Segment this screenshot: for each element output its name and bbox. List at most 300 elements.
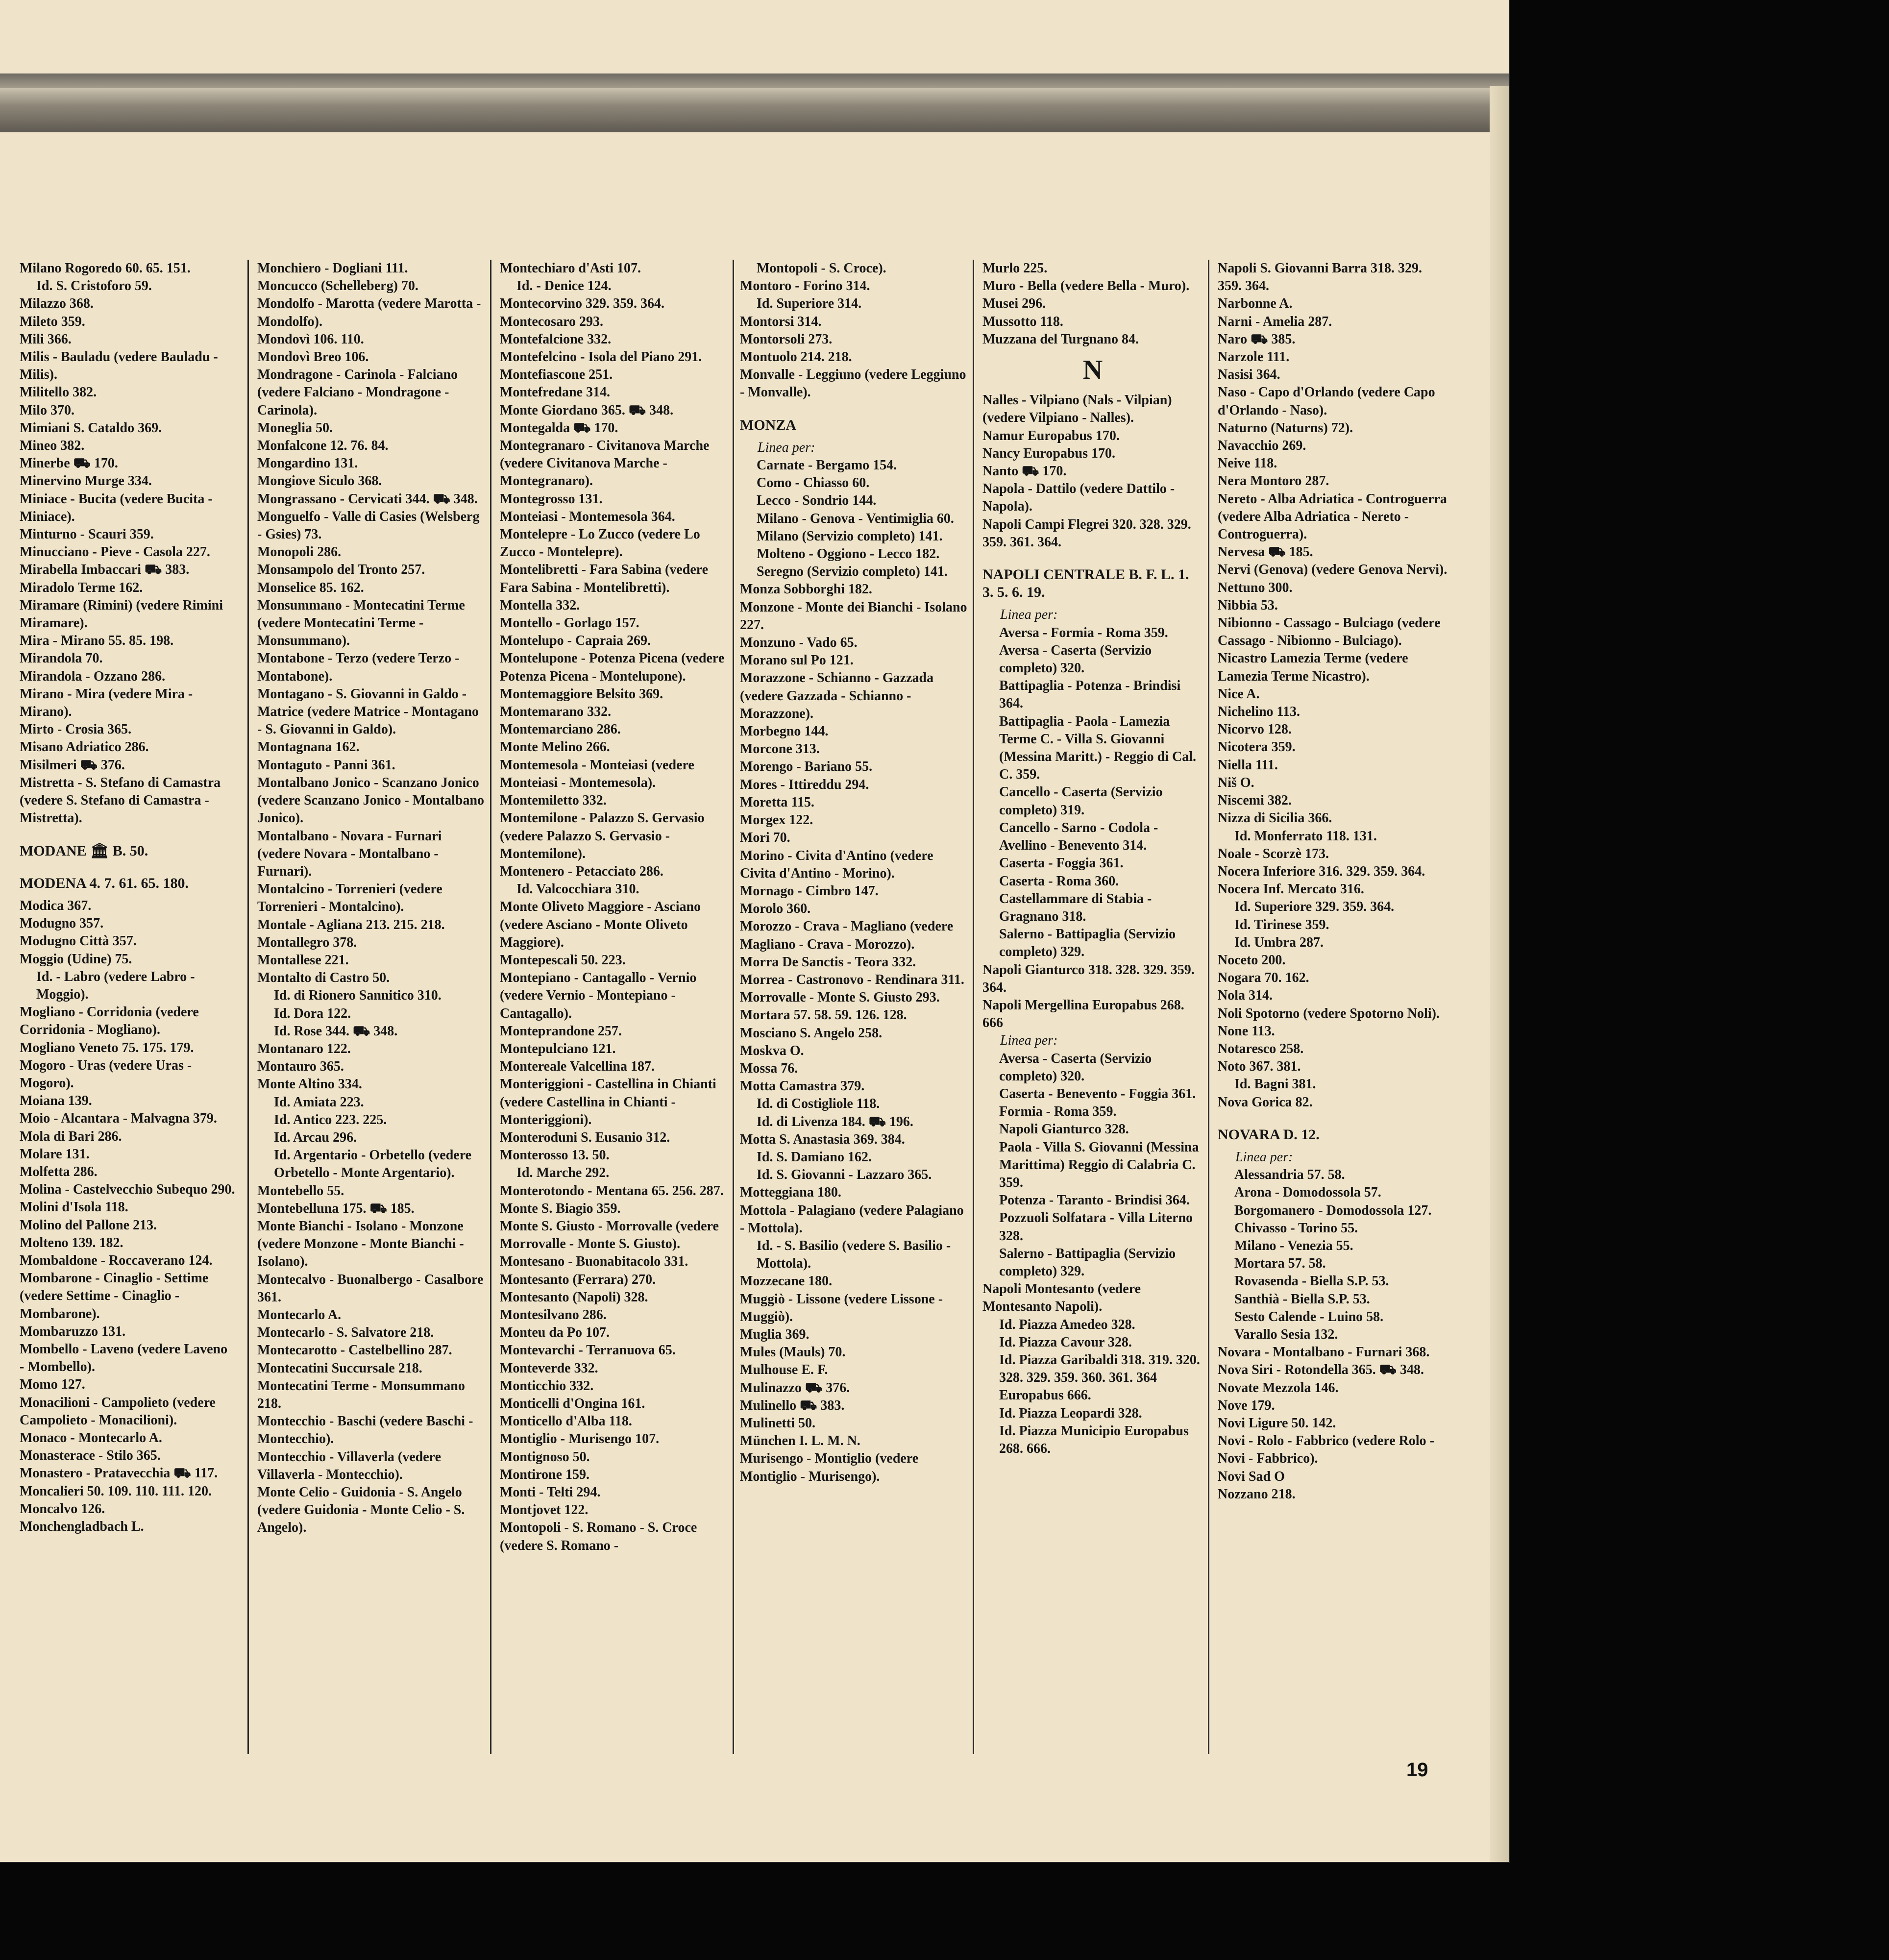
index-entry: Nichelino 113.: [1218, 704, 1300, 720]
index-entry: Minerbe ⛟ 170.: [20, 456, 118, 471]
index-entry: Montale - Agliana 213. 215. 218.: [257, 917, 445, 932]
index-entry: Id. S. Giovanni - Lazzaro 365.: [757, 1167, 932, 1183]
index-column-4: [740, 260, 970, 1486]
index-entry: Murlo 225.: [982, 261, 1048, 276]
index-entry: Mottola - Palagiano (vedere Palagiano - Mottola).: [740, 1202, 964, 1236]
index-entry: Navacchio 269.: [1218, 438, 1306, 454]
index-entry: Lecco - Sondrio 144.: [757, 493, 877, 509]
index-entry: Montemarciano 286.: [500, 722, 621, 737]
index-entry: Moiana 139.: [20, 1093, 92, 1109]
index-entry: Id. Arcau 296.: [274, 1129, 357, 1145]
index-entry: Morengo - Bariano 55.: [740, 759, 873, 775]
section-heading: NOVARA D. 12.: [1218, 1126, 1320, 1143]
index-entry: Nocera Inferiore 316. 329. 359. 364.: [1218, 863, 1425, 879]
index-entry: Id. Piazza Cavour 328.: [999, 1334, 1132, 1350]
index-entry: Formia - Roma 359.: [999, 1104, 1117, 1120]
index-entry: Monza Sobborghi 182.: [740, 582, 872, 597]
index-entry: Montemesola - Monteiasi (vedere Monteiasi - Montemesola).: [500, 757, 694, 790]
index-entry: Nizza di Sicilia 366.: [1218, 810, 1332, 826]
index-entry: Motta Camastra 379.: [740, 1078, 865, 1094]
index-entry: Mori 70.: [740, 830, 790, 846]
index-entry: Mombaruzzo 131.: [20, 1323, 126, 1339]
index-entry: Mondolfo - Marotta (vedere Marotta - Mondolfo).: [257, 296, 481, 329]
index-entry: Montegrosso 131.: [500, 491, 603, 507]
index-entry: Morbegno 144.: [740, 724, 829, 739]
index-content: [0, 260, 1470, 1828]
index-entry: Napoli S. Giovanni Barra 318. 329. 359. 364.: [1218, 261, 1422, 294]
index-entry: Mira - Mirano 55. 85. 198.: [20, 633, 174, 649]
index-entry: Morcone 313.: [740, 741, 820, 757]
index-entry: Morano sul Po 121.: [740, 653, 854, 668]
index-entry: Moio - Alcantara - Malvagna 379.: [20, 1111, 217, 1127]
index-entry: Montella 332.: [500, 597, 580, 613]
index-entry: Mongiove Siculo 368.: [257, 473, 382, 489]
index-entry: Mogoro - Uras (vedere Uras - Mogoro).: [20, 1057, 192, 1091]
index-entry: Napola - Dattilo (vedere Dattilo - Napola).: [982, 481, 1175, 514]
index-entry: Monchengladbach L.: [20, 1519, 144, 1535]
index-column-3: [500, 260, 728, 1555]
index-entry: Montefiascone 251.: [500, 367, 613, 383]
section-heading: MONZA: [740, 416, 796, 433]
index-entry: Nervesa ⛟ 185.: [1218, 544, 1313, 560]
index-entry: Mogliano Veneto 75. 175. 179.: [20, 1040, 194, 1055]
index-entry: Milano Rogoredo 60. 65. 151.: [20, 261, 191, 276]
index-entry: Montefelcino - Isola del Piano 291.: [500, 349, 702, 365]
index-entry: Montalbano - Novara - Furnari (vedere Novara - Montalbano - Furnari).: [257, 828, 442, 879]
index-column-5: [982, 260, 1203, 1458]
index-entry: Naturno (Naturns) 72).: [1218, 420, 1353, 436]
index-entry: Id. Valcocchiara 310.: [516, 882, 639, 897]
index-entry: Montignoso 50.: [500, 1449, 590, 1465]
line-label: Linea per:: [1000, 1033, 1058, 1049]
index-entry: Montagano - S. Giovanni in Galdo - Matrice (vedere Matrice - Montagano - S. Giovanni in Galdo).: [257, 686, 479, 737]
index-entry: Nera Montoro 287.: [1218, 473, 1329, 489]
index-entry: Battipaglia - Potenza - Brindisi 364.: [999, 678, 1181, 711]
index-entry: Molare 131.: [20, 1146, 90, 1162]
index-entry: Pozzuoli Solfatara - Villa Literno 328.: [999, 1210, 1193, 1244]
index-entry: Alessandria 57. 58.: [1234, 1167, 1345, 1183]
index-entry: Id. Bagni 381.: [1234, 1077, 1316, 1092]
line-label: Linea per:: [1235, 1149, 1293, 1165]
index-entry: Montauro 365.: [257, 1059, 344, 1075]
index-entry: Montjovet 122.: [500, 1502, 589, 1518]
index-entry: Nogara 70. 162.: [1218, 970, 1309, 986]
line-label: Linea per:: [758, 440, 815, 455]
index-entry: Montegranaro - Civitanova Marche (vedere Civitanova Marche - Montegranaro).: [500, 438, 710, 489]
index-entry: Milano - Venezia 55.: [1234, 1238, 1353, 1253]
index-entry: Monte Oliveto Maggiore - Asciano (vedere Asciano - Monte Oliveto Maggiore).: [500, 899, 701, 950]
index-entry: Montemilone - Palazzo S. Gervasio (vedere Palazzo S. Gervasio - Montemilone).: [500, 810, 705, 861]
index-entry: Santhià - Biella S.P. 53.: [1234, 1291, 1370, 1307]
index-entry: Napoli Campi Flegrei 320. 328. 329. 359. 361. 364.: [982, 516, 1191, 550]
index-entry: Monvalle - Leggiuno (vedere Leggiuno - Monvalle).: [740, 367, 966, 400]
index-entry: Mossa 76.: [740, 1060, 798, 1076]
index-entry: Monsampolo del Tronto 257.: [257, 562, 425, 578]
index-entry: Momo 127.: [20, 1377, 85, 1393]
index-entry: Aversa - Formia - Roma 359.: [999, 625, 1168, 640]
index-entry: Salerno - Battipaglia (Servizio completo) 329.: [999, 927, 1176, 960]
index-entry: Morolo 360.: [740, 901, 811, 917]
index-entry: Montallese 221.: [257, 952, 349, 968]
index-entry: Id. Superiore 329. 359. 364.: [1234, 899, 1395, 915]
index-entry: Id. Antico 223. 225.: [274, 1112, 387, 1127]
index-entry: Salerno - Battipaglia (Servizio completo) 329.: [999, 1246, 1176, 1279]
index-entry: Montecatini Terme - Monsummano 218.: [257, 1378, 465, 1411]
index-entry: Narzole 111.: [1218, 349, 1290, 365]
index-entry: Nervi (Genova) (vedere Genova Nervi).: [1218, 562, 1447, 578]
index-entry: Molteno 139. 182.: [20, 1235, 123, 1250]
page-right-edge: [1490, 86, 1509, 1862]
index-entry: Nice A.: [1218, 686, 1260, 702]
index-entry: Id. - Labro (vedere Labro - Moggio).: [36, 969, 195, 1002]
index-entry: Mongrassano - Cervicati 344. ⛟ 348.: [257, 491, 478, 507]
index-entry: Motteggiana 180.: [740, 1185, 841, 1200]
index-entry: Montecalvo - Buonalbergo - Casalbore 361.: [257, 1272, 484, 1305]
index-entry: Musei 296.: [982, 296, 1046, 312]
index-entry: Id. S. Cristoforo 59.: [36, 278, 152, 294]
index-entry: Rovasenda - Biella S.P. 53.: [1234, 1274, 1389, 1289]
index-entry: Mulinazzo ⛟ 376.: [740, 1380, 850, 1396]
index-entry: Chivasso - Torino 55.: [1234, 1220, 1358, 1236]
index-entry: Molino del Pallone 213.: [20, 1217, 157, 1233]
index-entry: Montesano - Buonabitacolo 331.: [500, 1254, 688, 1270]
index-entry: Murisengo - Montiglio (vedere Montiglio - Murisengo).: [740, 1451, 919, 1484]
index-entry: Morgex 122.: [740, 812, 813, 828]
index-entry: Monticelli d'Ongina 161.: [500, 1396, 645, 1411]
index-entry: Mozzecane 180.: [740, 1274, 833, 1289]
index-entry: Mirto - Crosia 365.: [20, 722, 132, 737]
index-entry: Niella 111.: [1218, 757, 1278, 773]
page-number: 19: [1406, 1759, 1428, 1781]
index-entry: Montelupo - Capraia 269.: [500, 633, 651, 649]
index-entry: Monteiasi - Montemesola 364.: [500, 509, 675, 524]
index-entry: Moggio (Udine) 75.: [20, 951, 132, 967]
index-entry: Montopoli - S. Croce).: [757, 261, 886, 276]
index-entry: Milis - Bauladu (vedere Bauladu - Milis).: [20, 349, 218, 383]
index-entry: Novi Ligure 50. 142.: [1218, 1416, 1336, 1431]
index-entry: Novi Sad O: [1218, 1469, 1285, 1484]
index-entry: Nove 179.: [1218, 1397, 1275, 1413]
index-entry: Montebelluna 175. ⛟ 185.: [257, 1200, 415, 1216]
index-entry: Misilmeri ⛟ 376.: [20, 757, 125, 773]
index-entry: Montuolo 214. 218.: [740, 349, 852, 365]
index-entry: Monti - Telti 294.: [500, 1485, 601, 1500]
index-entry: Montecarlo - S. Salvatore 218.: [257, 1325, 434, 1341]
index-entry: Montirone 159.: [500, 1467, 590, 1482]
index-entry: Molina - Castelvecchio Subequo 290.: [20, 1182, 235, 1198]
index-entry: Molini d'Isola 118.: [20, 1200, 128, 1215]
index-entry: Motta S. Anastasia 369. 384.: [740, 1131, 905, 1147]
index-entry: Carnate - Bergamo 154.: [757, 458, 897, 473]
index-entry: Nalles - Vilpiano (Nals - Vilpian) (vedere Vilpiano - Nalles).: [982, 392, 1172, 426]
index-entry: Monastero - Pratavecchia ⛟ 117.: [20, 1466, 218, 1481]
index-entry: Miradolo Terme 162.: [20, 580, 143, 595]
index-entry: Milazzo 368.: [20, 296, 94, 312]
index-entry: Varallo Sesia 132.: [1234, 1326, 1338, 1342]
index-entry: Mulinetti 50.: [740, 1416, 815, 1431]
index-entry: Mineo 382.: [20, 438, 85, 454]
index-entry: Muro - Bella (vedere Bella - Muro).: [982, 278, 1190, 294]
index-entry: Nicotera 359.: [1218, 739, 1296, 755]
index-entry: Montegalda ⛟ 170.: [500, 420, 618, 436]
index-entry: Monte S. Giusto - Morrovalle (vedere Morrovalle - Monte S. Giusto).: [500, 1218, 719, 1252]
index-entry: Mornago - Cimbro 147.: [740, 883, 879, 899]
index-entry: Moncalvo 126.: [20, 1501, 105, 1517]
index-entry: Mulinello ⛟ 383.: [740, 1397, 845, 1413]
index-entry: Modugno 357.: [20, 916, 104, 931]
index-entry: Montesanto (Ferrara) 270.: [500, 1272, 656, 1287]
index-entry: Morra De Sanctis - Teora 332.: [740, 954, 916, 970]
index-entry: Mombaldone - Roccaverano 124.: [20, 1252, 213, 1268]
index-entry: Id. Piazza Leopardi 328.: [999, 1405, 1142, 1421]
index-entry: Montebello 55.: [257, 1183, 344, 1199]
index-entry: Monteriggioni - Castellina in Chianti (vedere Castellina in Chianti - Monteriggioni).: [500, 1077, 716, 1127]
index-entry: Montelupone - Potenza Picena (vedere Potenza Picena - Montelupone).: [500, 651, 725, 684]
index-entry: Aversa - Caserta (Servizio completo) 320.: [999, 1051, 1152, 1084]
index-entry: Morrovalle - Monte S. Giusto 293.: [740, 990, 940, 1005]
index-entry: Castellammare di Stabia - Gragnano 318.: [999, 891, 1152, 924]
index-entry: Nova Gorica 82.: [1218, 1094, 1313, 1110]
index-entry: Mussotto 118.: [982, 314, 1063, 329]
index-entry: Caserta - Benevento - Foggia 361.: [999, 1086, 1196, 1102]
index-entry: Mongardino 131.: [257, 456, 358, 471]
index-entry: Moretta 115.: [740, 794, 814, 810]
index-entry: Mombarone - Cinaglio - Settime (vedere Settime - Cinaglio - Mombarone).: [20, 1271, 209, 1322]
index-entry: Mistretta - S. Stefano di Camastra (vedere S. Stefano di Camastra - Mistretta).: [20, 775, 221, 826]
index-entry: Noale - Scorzè 173.: [1218, 846, 1329, 861]
column-divider: [247, 260, 249, 1754]
index-entry: Minervino Murge 334.: [20, 473, 152, 489]
index-entry: Id. Dora 122.: [274, 1005, 351, 1021]
index-entry: Muzzana del Turgnano 84.: [982, 331, 1139, 347]
page-stack-edge: [0, 88, 1509, 132]
index-entry: Mosciano S. Angelo 258.: [740, 1025, 883, 1041]
index-entry: Monterotondo - Mentana 65. 256. 287.: [500, 1183, 724, 1199]
index-entry: Naro ⛟ 385.: [1218, 331, 1296, 347]
index-entry: Milo 370.: [20, 402, 74, 418]
index-entry: Noto 367. 381.: [1218, 1059, 1301, 1075]
index-entry: Mombello - Laveno (vedere Laveno - Mombello).: [20, 1341, 228, 1375]
index-entry: Montesilvano 286.: [500, 1307, 607, 1323]
index-entry: Montorsoli 273.: [740, 331, 833, 347]
index-entry: Miramare (Rimini) (vedere Rimini Miramare).: [20, 597, 223, 631]
index-entry: Montalbano Jonico - Scanzano Jonico (vedere Scanzano Jonico - Montalbano Jonico).: [257, 775, 485, 826]
index-entry: Novate Mezzola 146.: [1218, 1380, 1339, 1396]
index-entry: Potenza - Taranto - Brindisi 364.: [999, 1193, 1190, 1208]
index-entry: Montepulciano 121.: [500, 1041, 616, 1056]
index-entry: Nocera Inf. Mercato 316.: [1218, 882, 1364, 897]
index-entry: Mileto 359.: [20, 314, 85, 329]
index-entry: Narni - Amelia 287.: [1218, 314, 1332, 329]
index-entry: Noli Spotorno (vedere Spotorno Noli).: [1218, 1005, 1440, 1021]
index-entry: Id. S. Damiano 162.: [757, 1149, 872, 1165]
index-entry: Naso - Capo d'Orlando (vedere Capo d'Orlando - Naso).: [1218, 385, 1435, 418]
index-entry: Nibionno - Cassago - Bulciago (vedere Cassago - Nibionno - Bulciago).: [1218, 615, 1441, 649]
index-entry: Modica 367.: [20, 898, 92, 913]
index-entry: Mores - Ittireddu 294.: [740, 777, 869, 792]
index-entry: Montoro - Forino 314.: [740, 278, 870, 294]
index-entry: Nibbia 53.: [1218, 597, 1278, 613]
index-entry: Milano - Genova - Ventimiglia 60.: [757, 511, 954, 526]
index-entry: Notaresco 258.: [1218, 1041, 1304, 1056]
index-entry: Montecatini Succursale 218.: [257, 1360, 422, 1376]
index-entry: Monacilioni - Campolieto (vedere Campolieto - Monacilioni).: [20, 1395, 216, 1428]
index-entry: Monteroduni S. Eusanio 312.: [500, 1129, 670, 1145]
index-entry: Mortara 57. 58.: [1234, 1256, 1326, 1272]
index-entry: Id. Monferrato 118. 131.: [1234, 828, 1377, 844]
index-entry: Napoli Mergellina Europabus 268. 666: [982, 997, 1184, 1031]
index-entry: Monteprandone 257.: [500, 1023, 622, 1039]
index-entry: Montecchio - Baschi (vedere Baschi - Montecchio).: [257, 1414, 473, 1447]
index-entry: Montemiletto 332.: [500, 793, 607, 808]
index-entry: Paola - Villa S. Giovanni (Messina Marittima) Reggio di Calabria C. 359.: [999, 1139, 1199, 1190]
index-entry: Miniace - Bucita (vedere Bucita - Miniace).: [20, 491, 213, 524]
index-entry: Battipaglia - Paola - Lamezia Terme C. - Villa S. Giovanni (Messina Maritt.) - Reggio di Cal. C. 359.: [999, 713, 1197, 783]
index-entry: Id. Piazza Garibaldi 318. 319. 320. 328. 329. 359. 360. 361. 364 Europabus 666.: [999, 1352, 1200, 1403]
index-entry: Mola di Bari 286.: [20, 1128, 122, 1144]
index-entry: Milano (Servizio completo) 141.: [757, 528, 943, 544]
index-entry: Monte Giordano 365. ⛟ 348.: [500, 402, 674, 418]
index-entry: Montereale Valcellina 187.: [500, 1059, 655, 1075]
index-entry: Morino - Civita d'Antino (vedere Civita d'Antino - Morino).: [740, 848, 933, 881]
index-entry: Molfetta 286.: [20, 1164, 98, 1179]
index-entry: Monticchio 332.: [500, 1378, 594, 1394]
index-entry: Namur Europabus 170.: [982, 428, 1120, 443]
index-entry: Nettuno 300.: [1218, 580, 1293, 595]
index-entry: Novi - Rolo - Fabbrico (vedere Rolo - Novi - Fabbrico).: [1218, 1433, 1434, 1467]
index-entry: Monchiero - Dogliani 111.: [257, 261, 408, 276]
index-entry: Nova Siri - Rotondella 365. ⛟ 348.: [1218, 1362, 1424, 1378]
index-entry: Nereto - Alba Adriatica - Controguerra (vedere Alba Adriatica - Nereto - Controguerra).: [1218, 491, 1447, 542]
column-divider: [733, 260, 734, 1754]
index-entry: Montello - Gorlago 157.: [500, 615, 639, 631]
index-entry: Moskva O.: [740, 1043, 804, 1058]
index-entry: Como - Chiasso 60.: [757, 475, 870, 491]
index-entry: Id. Piazza Municipio Europabus 268. 666.: [999, 1423, 1189, 1456]
section-heading: NAPOLI CENTRALE B. F. L. 1. 3. 5. 6. 19.: [982, 566, 1189, 601]
index-entry: Mondragone - Carinola - Falciano (vedere Falciano - Mondragone - Carinola).: [257, 367, 458, 418]
index-entry: Aversa - Caserta (Servizio completo) 320.: [999, 642, 1152, 676]
index-entry: Mogliano - Corridonia (vedere Corridonia - Mogliano).: [20, 1004, 199, 1038]
index-entry: None 113.: [1218, 1023, 1275, 1039]
line-label: Linea per:: [1000, 607, 1058, 623]
index-entry: Id. di Costigliole 118.: [757, 1096, 880, 1112]
index-entry: Montalcino - Torrenieri (vedere Torrenieri - Montalcino).: [257, 882, 442, 915]
index-entry: Montecosaro 293.: [500, 314, 603, 329]
index-entry: Napoli Gianturco 328.: [999, 1122, 1129, 1137]
index-column-1: [20, 260, 235, 1536]
index-entry: Nicastro Lamezia Terme (vedere Lamezia Terme Nicastro).: [1218, 651, 1408, 684]
index-entry: Id. di Rionero Sannitico 310.: [274, 988, 442, 1004]
letter-heading: N: [1082, 355, 1103, 386]
index-entry: Montepescali 50. 223.: [500, 952, 626, 968]
index-entry: Montefalcione 332.: [500, 331, 612, 347]
index-entry: Nanto ⛟ 170.: [982, 464, 1067, 479]
index-entry: Montagnana 162.: [257, 739, 360, 755]
index-entry: Nola 314.: [1218, 988, 1273, 1004]
index-entry: Monguelfo - Valle di Casies (Welsberg - Gsies) 73.: [257, 509, 480, 542]
index-entry: Mirabella Imbaccari ⛟ 383.: [20, 562, 190, 578]
index-entry: Mili 366.: [20, 331, 72, 347]
index-entry: Morrea - Castronovo - Rendinara 311.: [740, 972, 964, 987]
index-entry: Montiglio - Murisengo 107.: [500, 1431, 660, 1447]
index-entry: Noceto 200.: [1218, 952, 1286, 968]
index-entry: Modugno Città 357.: [20, 933, 137, 949]
index-entry: Montecorvino 329. 359. 364.: [500, 296, 664, 312]
index-entry: Id. Rose 344. ⛟ 348.: [274, 1023, 398, 1039]
index-entry: Id. Superiore 314.: [757, 296, 862, 312]
index-entry: Seregno (Servizio completo) 141.: [757, 564, 948, 580]
index-entry: Monzuno - Vado 65.: [740, 635, 858, 651]
index-entry: Monsummano - Montecatini Terme (vedere Montecatini Terme - Monsummano).: [257, 597, 465, 649]
index-entry: Monte Bianchi - Isolano - Monzone (vedere Monzone - Monte Bianchi - Isolano).: [257, 1218, 464, 1270]
index-entry: Montallegro 378.: [257, 934, 357, 950]
index-entry: Id. Piazza Amedeo 328.: [999, 1317, 1135, 1332]
index-entry: Borgomanero - Domodossola 127.: [1234, 1202, 1432, 1218]
index-entry: Montevarchi - Terranuova 65.: [500, 1343, 676, 1358]
index-entry: Monte S. Biagio 359.: [500, 1200, 621, 1216]
index-entry: Monopoli 286.: [257, 544, 342, 560]
index-entry: Monasterace - Stilo 365.: [20, 1448, 161, 1464]
index-entry: Monteverde 332.: [500, 1360, 598, 1376]
index-entry: Montelepre - Lo Zucco (vedere Lo Zucco - Montelepre).: [500, 527, 700, 560]
column-divider: [973, 260, 974, 1754]
index-entry: Cancello - Caserta (Servizio completo) 319.: [999, 784, 1163, 818]
index-entry: Mules (Mauls) 70.: [740, 1345, 846, 1360]
index-entry: Nozzano 218.: [1218, 1486, 1296, 1502]
index-entry: Mondovì Breo 106.: [257, 349, 369, 365]
index-entry: Montecchio - Villaverla (vedere Villaverla - Montecchio).: [257, 1449, 442, 1482]
index-entry: Montepiano - Cantagallo - Vernio (vedere Vernio - Montepiano - Cantagallo).: [500, 970, 697, 1021]
index-entry: Mirano - Mira (vedere Mira - Mirano).: [20, 686, 193, 720]
index-entry: Montenero - Petacciato 286.: [500, 863, 663, 879]
index-entry: Moncucco (Schelleberg) 70.: [257, 278, 418, 294]
index-entry: Niscemi 382.: [1218, 793, 1292, 808]
index-entry: Militello 382.: [20, 385, 97, 400]
index-entry: Montesanto (Napoli) 328.: [500, 1289, 648, 1305]
index-entry: Montechiaro d'Asti 107.: [500, 261, 641, 276]
index-entry: Neive 118.: [1218, 456, 1277, 471]
index-entry: Id. Amiata 223.: [274, 1094, 364, 1110]
index-entry: Montecarlo A.: [257, 1307, 342, 1323]
index-entry: Narbonne A.: [1218, 296, 1293, 312]
index-entry: Montemarano 332.: [500, 704, 612, 720]
index-entry: Nasisi 364.: [1218, 367, 1280, 383]
index-entry: Nancy Europabus 170.: [982, 445, 1116, 461]
index-entry: Montelibretti - Fara Sabina (vedere Fara Sabina - Montelibretti).: [500, 562, 709, 595]
index-entry: Id. - Denice 124.: [516, 278, 612, 294]
index-entry: Monteu da Po 107.: [500, 1325, 610, 1341]
index-entry: Sesto Calende - Luino 58.: [1234, 1309, 1384, 1324]
index-entry: Nicorvo 128.: [1218, 722, 1292, 737]
index-entry: Muggiò - Lissone (vedere Lissone - Muggiò).: [740, 1291, 943, 1324]
index-entry: Monzone - Monte dei Bianchi - Isolano 227.: [740, 599, 967, 633]
index-entry: Montaguto - Panni 361.: [257, 757, 395, 773]
index-entry: Monte Melino 266.: [500, 739, 610, 755]
index-entry: Mirandola - Ozzano 286.: [20, 668, 166, 684]
index-entry: Id. Marche 292.: [516, 1165, 610, 1181]
index-entry: Montanaro 122.: [257, 1041, 351, 1056]
index-entry: Montalto di Castro 50.: [257, 970, 390, 986]
index-entry: Montorsi 314.: [740, 314, 822, 329]
index-entry: Arona - Domodossola 57.: [1234, 1185, 1381, 1200]
index-entry: Misano Adriatico 286.: [20, 739, 149, 755]
index-entry: Monaco - Montecarlo A.: [20, 1430, 162, 1446]
index-entry: Mirandola 70.: [20, 651, 103, 666]
index-entry: Id. - S. Basilio (vedere S. Basilio - Mottola).: [757, 1238, 951, 1272]
index-entry: Napoli Gianturco 318. 328. 329. 359. 364.: [982, 962, 1195, 995]
index-entry: Montefredane 314.: [500, 385, 610, 400]
